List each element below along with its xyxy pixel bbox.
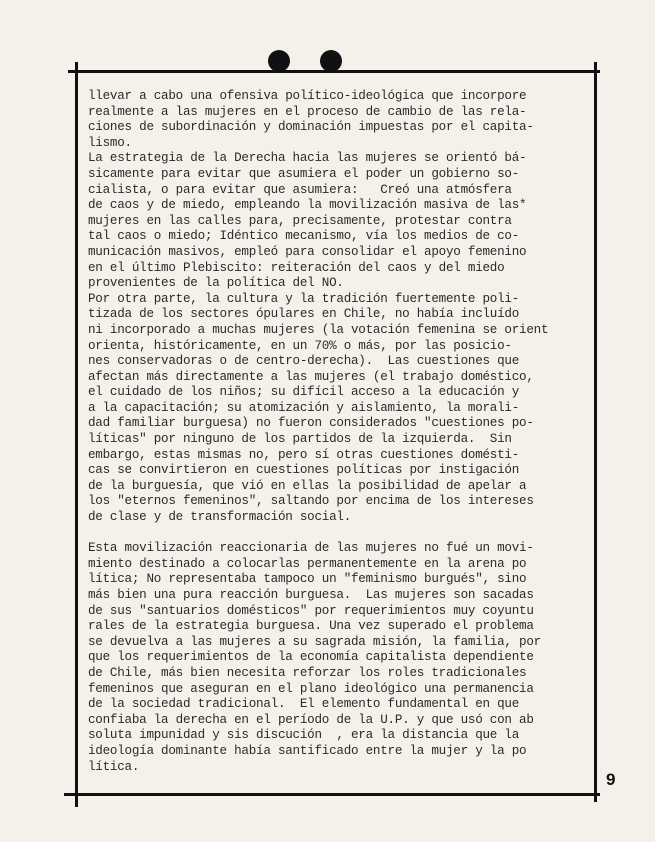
- text-line: cas se convirtieron en cuestiones políticas por instigación: [88, 463, 520, 478]
- binder-hole-right: [320, 50, 342, 72]
- text-line: en el último Plebiscito: reiteración del caos y del miedo: [88, 260, 505, 275]
- text-line: lítica.: [88, 759, 140, 774]
- frame-top-rule: [68, 70, 600, 73]
- text-line: líticas" por ninguno de los partidos de la izquierda. Sin: [88, 432, 512, 447]
- text-line: afectan más directamente a las mujeres (el trabajo doméstico,: [88, 369, 534, 384]
- frame-right-rule: [594, 62, 597, 802]
- text-line: orienta, históricamente, en un 70% o más, por las posicio-: [88, 338, 512, 353]
- text-line: de la sociedad tradicional. El elemento fundamental en que: [88, 697, 520, 712]
- page-number: 9: [606, 770, 616, 789]
- frame-left-rule: [75, 62, 78, 807]
- text-line: a la capacitación; su atomización y aislamiento, la morali-: [88, 400, 520, 415]
- text-line: el cuidado de los niños; su difícil acceso a la educación y: [88, 385, 520, 400]
- body-text: [88, 89, 588, 775]
- text-line: de sus "santuarios domésticos" por requerimientos muy coyuntu: [88, 603, 534, 618]
- text-line: nes conservadoras o de centro-derecha). Las cuestiones que: [88, 354, 520, 369]
- text-line: lítica; No representaba tampoco un "feminismo burgués", sino: [88, 572, 527, 587]
- text-line: confiaba la derecha en el período de la U.P. y que usó con ab: [88, 712, 534, 727]
- text-line: que los requerimientos de la economía capitalista dependiente: [88, 650, 534, 665]
- text-line: miento destinado a colocarlas permanentemente en la arena po: [88, 556, 527, 571]
- text-line: cialista, o para evitar que asumiera: Creó una atmósfera: [88, 182, 512, 197]
- text-line: de caos y de miedo, empleando la movilización masiva de las*: [88, 198, 527, 213]
- text-line: tizada de los sectores ópulares en Chile, no había incluído: [88, 307, 520, 322]
- text-line: embargo, estas mismas no, pero sí otras cuestiones domésti-: [88, 447, 520, 462]
- text-line: lismo.: [88, 135, 132, 150]
- text-line: de Chile, más bien necesita reforzar los roles tradicionales: [88, 665, 527, 680]
- text-line: ciones de subordinación y dominación impuestas por el capita-: [88, 120, 534, 135]
- text-line: Esta movilización reaccionaria de las mujeres no fué un movi-: [88, 541, 534, 556]
- text-line: dad familiar burguesa) no fueron considerados "cuestiones po-: [88, 416, 534, 431]
- text-line: sicamente para evitar que asumiera el poder un gobierno so-: [88, 166, 520, 181]
- text-line: soluta impunidad y sis discución , era la distancia que la: [88, 728, 520, 743]
- text-line: de clase y de transformación social.: [88, 510, 351, 525]
- text-line: municación masivos, empleó para consolidar el apoyo femenino: [88, 244, 527, 259]
- text-line: ideología dominante había santificado entre la mujer y la po: [88, 743, 527, 758]
- text-line: de la burguesía, que vió en ellas la posibilidad de apelar a: [88, 478, 527, 493]
- text-line: los "eternos femeninos", saltando por encima de los intereses: [88, 494, 534, 509]
- text-line: femeninos que aseguran en el plano ideológico una permanencia: [88, 681, 534, 696]
- text-line: realmente a las mujeres en el proceso de cambio de las rela-: [88, 104, 527, 119]
- binder-hole-left: [268, 50, 290, 72]
- paragraph-gap: [88, 526, 588, 542]
- text-line: tal caos o miedo; Idéntico mecanismo, vía los medios de co-: [88, 229, 520, 244]
- text-line: La estrategia de la Derecha hacia las mujeres se orientó bá-: [88, 151, 527, 166]
- text-line: provenientes de la política del NO.: [88, 276, 344, 291]
- text-line: mujeres en las calles para, precisamente, protestar contra: [88, 213, 512, 228]
- frame-bottom-rule: [64, 793, 600, 796]
- text-line: más bien una pura reacción burguesa. Las mujeres son sacadas: [88, 588, 534, 602]
- text-line: llevar a cabo una ofensiva político-ideológica que incorpore: [88, 89, 527, 103]
- text-line: se devuelva a las mujeres a su sagrada misión, la familia, por: [88, 634, 541, 649]
- text-line: ni incorporado a muchas mujeres (la votación femenina se orient: [88, 322, 549, 337]
- text-line: rales de la estrategia burguesa. Una vez superado el problema: [88, 619, 534, 634]
- text-line: Por otra parte, la cultura y la tradición fuertemente poli-: [88, 291, 520, 306]
